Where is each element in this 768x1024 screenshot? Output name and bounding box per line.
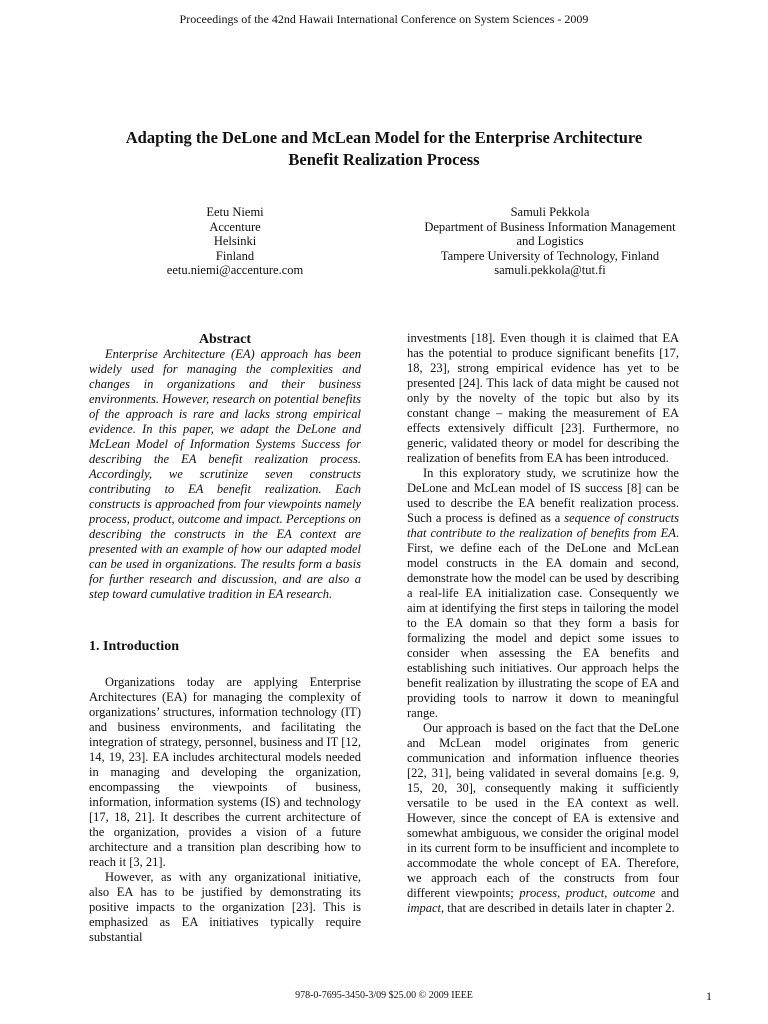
title-line-1: Adapting the DeLone and McLean Model for the Enterprise Architecture [125,128,643,147]
section-heading-introduction: 1. Introduction [89,639,179,654]
emphasis-process: process [519,886,558,900]
author-email: samuli.pekkola@tut.fi [494,263,606,277]
intro-paragraph-1: Organizations today are applying Enterprise Architectures (EA) for managing the complexity of organizations’ structures, information technology (IT) and business environments, and facilitating the integration of strategy, personnel, business and IT [12, 14, 19, 23]. EA includes architectural models needed in managing and developing the organization, encompassing the viewpoints of business, information, information systems (IS) and technology [17, 18, 21]. It describes the current architecture of the organization, provides a vision of a future architecture and a transition plan describing how to reach it [3, 21]. [89,675,361,869]
abstract-heading: Abstract [198,332,252,347]
right-column [407,331,679,916]
author-name: Samuli Pekkola [510,205,590,219]
abstract-text: Enterprise Architecture (EA) approach has been widely used for managing the complexities and changes in organizations and their business environments. However, research on potential benefits of the approach is rare and lacks strong empirical evidence. In this paper, we adapt the DeLone and McLean Model of Information Systems Success for describing the EA benefit realization process. Accordingly, we scrutinize seven constructs contributing to EA benefit realization. Each constructs is approached from four viewpoints namely process, product, outcome and impact. Perceptions on describing the constructs in the EA context are presented with an example of how our adapted model can be used in organizations. The results form a basis for further research and discussion, and are also a step toward cumulative tradition in EA research. [89,347,361,601]
right-paragraph-3 [407,721,679,916]
emphasis-definition: sequence of constructs that contribute to the realization of benefits from EA [407,511,679,540]
running-head: Proceedings of the 42nd Hawaii International Conference on System Sciences - 2009 [179,12,589,26]
emphasis-outcome: outcome [612,886,656,900]
title-line-2: Benefit Realization Process [288,150,480,169]
author-department-cont: and Logistics [516,234,584,248]
author-department: Department of Business Information Management [424,219,676,234]
author-city: Helsinki [213,234,257,248]
copyright-footer: 978-0-7695-3450-3/09 $25.00 © 2009 IEEE [295,990,473,1001]
author-email: eetu.niemi@accenture.com [166,263,304,277]
left-column [89,332,361,945]
author-affiliation: Accenture [209,219,261,234]
page-number: 1 [706,989,712,1003]
intro-paragraph-2: However, as with any organizational initiative, also EA has to be justified by demonstrating its positive impacts to the organization [23]. This is emphasized as EA initiatives typically require substantial [89,870,361,944]
text-span: In this exploratory study, we scrutinize how the DeLone and McLean model of IS success [8] can be used to describe the EA benefit realization process. Such a process is defined as a [407,466,679,525]
author-name: Eetu Niemi [206,205,264,219]
right-paragraph-1: investments [18]. Even though it is claimed that EA has the potential to produce significant benefits [17, 18, 23], strong empirical evidence has yet to be presented [24]. This lack of data might be caused not only by the novelty of the topic but also by its constant change – making the measurement of EA effects extensively difficult [23]. Furthermore, no generic, validated theory or model for describing the realization of benefits from EA has been introduced. [407,331,679,465]
author-block-2 [410,205,690,278]
text-span: Our approach is based on the fact that the DeLone and McLean model originates from generic communication and information influence theories [22, 31], being validated in several domains [e.g. 9, 15, 20, 30], consequently making it sufficiently versatile to be used in the EA context as well. However, since the concept of EA is extensive and somewhat ambiguous, we consider the original model in its current form to be insufficient and incomplete to accommodate the whole concept of EA. Therefore, we approach each of the constructs from four different viewpoints; [407,721,679,900]
text-span: , [557,886,566,900]
right-paragraph-2 [407,466,679,721]
emphasis-product: product [565,886,605,900]
text-span: . First, we define each of the DeLone and McLean model constructs in the EA domain and second, demonstrate how the model can be used by describing a real-life EA initialization case. Consequently we aim at identifying the first steps in tailoring the model to the EA domain so that they form a basis for formalizing the model and depict some issues to consider when assessing the EA benefits and establishing such initiatives. Our approach helps the benefit realization by illustrating the scope of EA and providing tools to narrow it down to meaningful range. [407,526,679,720]
author-block-1 [95,205,375,278]
author-country: Finland [215,248,255,263]
text-span: , [604,886,613,900]
paper-title [60,127,708,171]
text-span: , that are described in details later in chapter 2. [441,901,675,915]
author-university: Tampere University of Technology, Finland [440,248,660,263]
text-span: and [655,886,679,900]
emphasis-impact: impact [407,901,442,915]
